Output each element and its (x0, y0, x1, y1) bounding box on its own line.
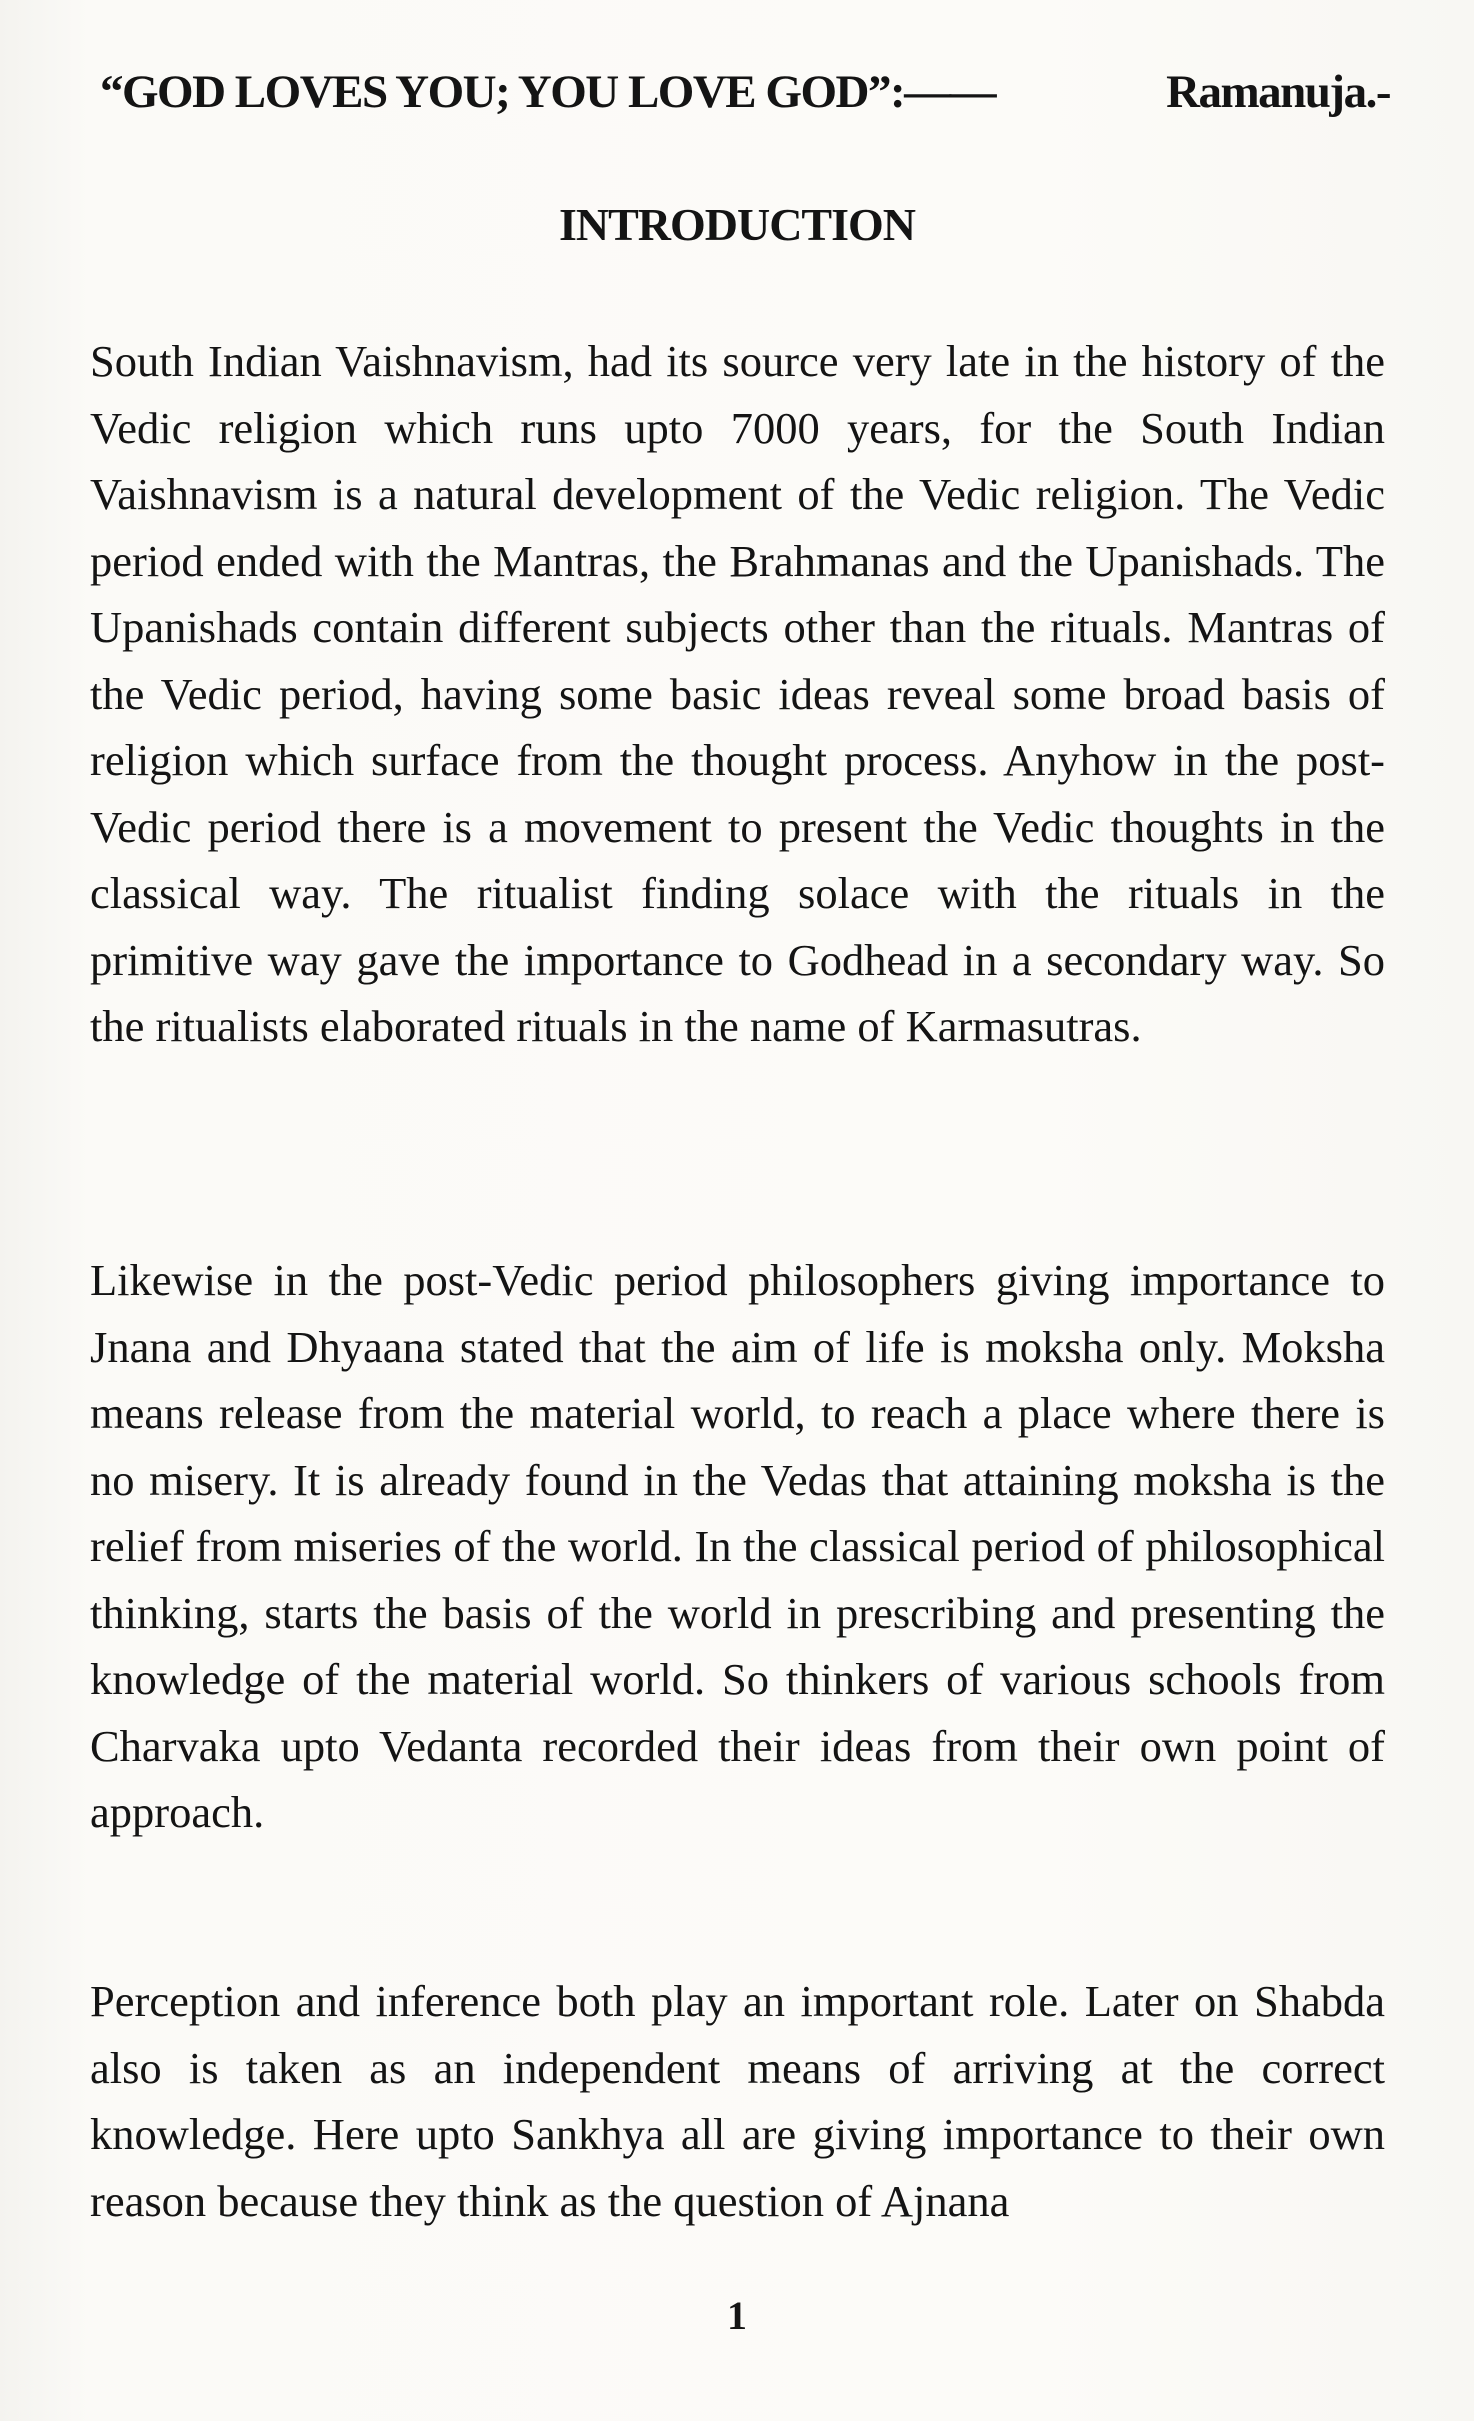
body-paragraph: Perception and inference both play an important role. Later on Shabda also is taken as an independent means of arriving at the correct knowledge. Here upto Sankhya all are giving importance to their own reason because they think as the question of Ajnana (90, 1976, 1385, 2226)
section-heading: INTRODUCTION (558, 199, 916, 250)
page-number: 1 (727, 2293, 747, 2338)
body-paragraph: Likewise in the post-Vedic period philosophers giving importance to Jnana and Dhyaana stated that the aim of life is moksha only. Moksha means release from the material world, to reach a place where there is no misery. It is already found in the Vedas that attaining moksha is the relief from miseries of the world. In the classical period of philosophical thinking, starts the basis of the world in prescribing and presenting the knowledge of the material world. So thinkers of various schools from Charvaka upto Vedanta recorded their ideas from their own point of approach. (90, 1255, 1385, 1837)
epigraph-quote: “GOD LOVES YOU; YOU LOVE GOD”:—— (100, 66, 996, 118)
body-paragraph: South Indian Vaishnavism, had its source very late in the history of the Vedic religion which runs upto 7000 years, for the South Indian Vaishnavism is a natural development of the Vedic religion. The Vedic period ended with the Mantras, the Brahmanas and the Upanishads. The Upanishads contain different subjects other than the rituals. Mantras of the Vedic period, having some basic ideas reveal some broad basis of religion which surface from the thought process. Anyhow in the post-Vedic period there is a movement to present the Vedic thoughts in the classical way. The ritualist finding solace with the rituals in the primitive way gave the importance to Godhead in a secondary way. So the ritualists elaborated rituals in the name of Karmasutras. (90, 336, 1385, 1051)
epigraph (100, 52, 1390, 132)
epigraph-author: Ramanuja.- (1166, 66, 1390, 118)
